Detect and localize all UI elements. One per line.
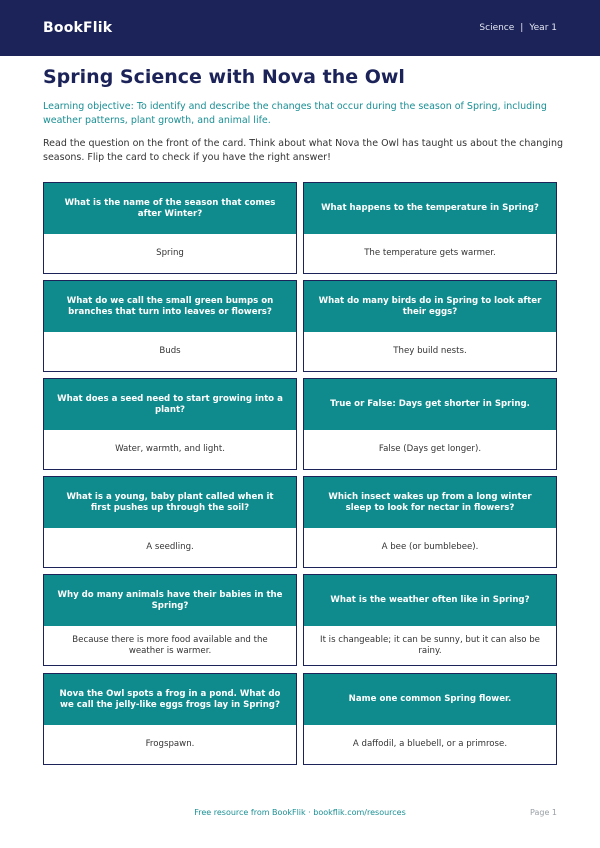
card-question: What happens to the temperature in Spring? [304,183,556,234]
flashcard[interactable] [43,280,297,372]
flashcard[interactable] [43,378,297,470]
card-question: What do many birds do in Spring to look after their eggs? [304,281,556,332]
card-question: What do we call the small green bumps on branches that turn into leaves or flowers? [44,281,296,332]
header-meta [479,23,557,33]
card-answer: The temperature gets warmer. [304,234,556,273]
card-answer: It is changeable; it can be sunny, but it can also be rainy. [304,626,556,665]
card-question: True or False: Days get shorter in Spring. [304,379,556,430]
flashcard[interactable] [43,673,297,765]
flashcard[interactable] [303,673,557,765]
card-question: What does a seed need to start growing into a plant? [44,379,296,430]
card-question: What is the weather often like in Spring? [304,575,556,626]
header-bar [0,0,600,56]
card-answer: Buds [44,332,296,371]
instructions: Read the question on the front of the card. Think about what Nova the Owl has taught us about the changing seasons. Flip the card to check if you have the right answer! [43,138,563,163]
card-answer: They build nests. [304,332,556,371]
page-title: Spring Science with Nova the Owl [43,66,405,88]
card-answer: Spring [44,234,296,273]
flashcard[interactable] [303,378,557,470]
footer-credit[interactable]: Free resource from BookFlik · bookflik.com/resources [194,808,406,817]
level-label: Year 1 [529,23,557,33]
flashcard[interactable] [43,574,297,666]
card-question: Which insect wakes up from a long winter sleep to look for nectar in flowers? [304,477,556,528]
flashcard[interactable] [303,280,557,372]
card-answer: A seedling. [44,528,296,567]
card-answer: False (Days get longer). [304,430,556,469]
learning-objective: Learning objective: To identify and describe the changes that occur during the season of Spring, including weather patterns, plant growth, and animal life. [43,101,547,126]
card-answer: Frogspawn. [44,725,296,764]
meta-separator: | [520,23,524,33]
card-question: What is the name of the season that comes after Winter? [44,183,296,234]
card-question: Name one common Spring flower. [304,674,556,725]
flashcard[interactable] [43,476,297,568]
flashcard[interactable] [43,182,297,274]
card-answer: A daffodil, a bluebell, or a primrose. [304,725,556,764]
brand-logo[interactable]: BookFlik [43,20,113,36]
card-question: Why do many animals have their babies in the Spring? [44,575,296,626]
card-question: What is a young, baby plant called when it first pushes up through the soil? [44,477,296,528]
flashcard[interactable] [303,182,557,274]
flashcard[interactable] [303,574,557,666]
card-answer: A bee (or bumblebee). [304,528,556,567]
page-number: Page 1 [530,808,557,817]
subject-label: Science [479,23,515,33]
card-answer: Because there is more food available and the weather is warmer. [44,626,296,665]
card-question: Nova the Owl spots a frog in a pond. What do we call the jelly-like eggs frogs lay in Spring? [44,674,296,725]
flashcard[interactable] [303,476,557,568]
card-answer: Water, warmth, and light. [44,430,296,469]
